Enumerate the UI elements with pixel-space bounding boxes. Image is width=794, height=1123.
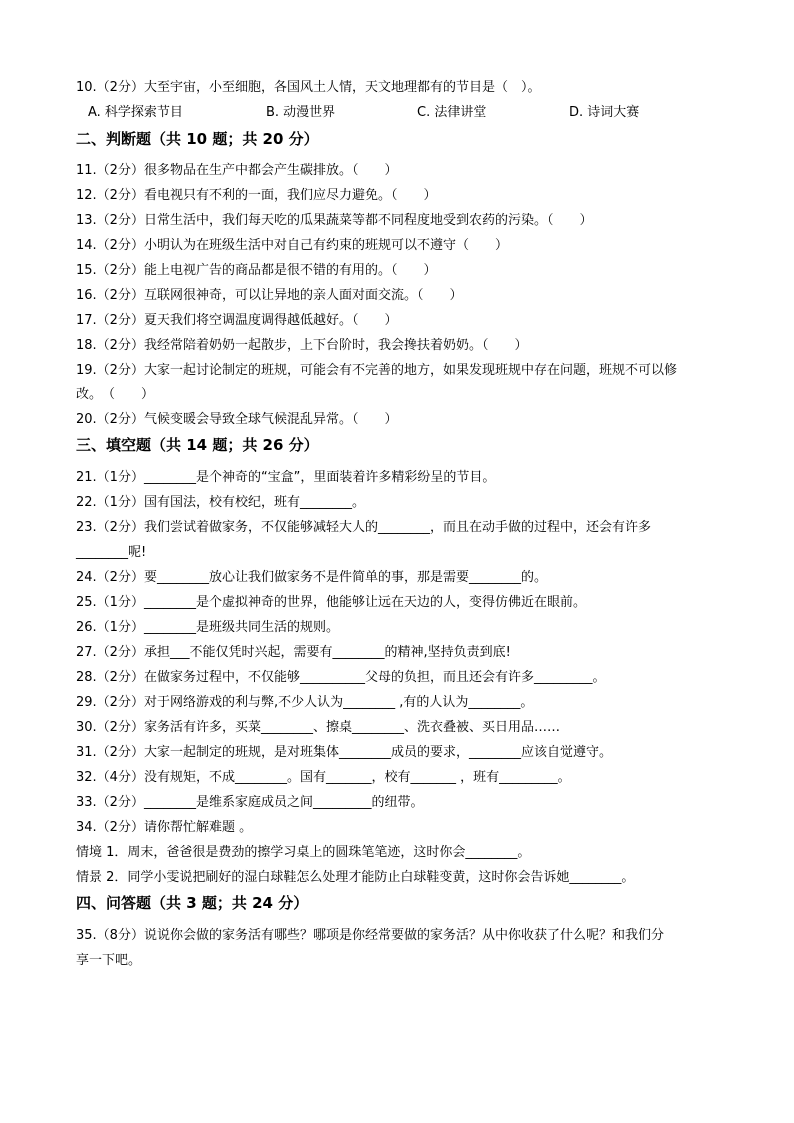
- question-30: 30.（2分）家务活有许多，买菜________、擦桌________、洗衣叠被、买日用品……: [76, 720, 560, 735]
- question-14: 14.（2分）小明认为在班级生活中对自己有约束的班规可以不遵守（ ）: [76, 238, 508, 253]
- question-19-cont: 改。 （ ）: [76, 387, 155, 402]
- question-28: 28.（2分）在做家务过程中，不仅能够__________父母的负担，而且还会有许多_________。: [76, 670, 606, 685]
- question-33: 33.（2分）________是维系家庭成员之间_________的纽带。: [76, 795, 424, 810]
- question-23-cont: ________呢!: [76, 545, 147, 560]
- question-13: 13.（2分）日常生活中，我们每天吃的瓜果蔬菜等都不同程度地受到农药的污染。（ ）: [76, 213, 593, 228]
- q10-option-a: A. 科学探索节目: [88, 105, 183, 120]
- question-34: 34.（2分）请你帮忙解难题 。: [76, 820, 253, 835]
- q10-option-d: D. 诗词大赛: [569, 105, 640, 120]
- question-20: 20.（2分）气候变暖会导致全球气候混乱异常。（ ）: [76, 412, 398, 427]
- question-18: 18.（2分）我经常陪着奶奶一起散步，上下台阶时，我会搀扶着奶奶。（ ）: [76, 338, 528, 353]
- question-26: 26.（1分）________是班级共同生活的规则。: [76, 620, 339, 635]
- section-2-heading: 二、判断题（共 10 题；共 20 分）: [76, 130, 319, 148]
- question-31: 31.（2分）大家一起制定的班规，是对班集体________成员的要求，________应该自觉遵守。: [76, 745, 612, 760]
- question-23: 23.（2分）我们尝试着做家务，不仅能够减轻大人的________，而且在动手做的过程中，还会有许多: [76, 520, 651, 535]
- section-4-heading: 四、问答题（共 3 题；共 24 分）: [76, 894, 309, 912]
- question-29: 29.（2分）对于网络游戏的利与弊,不少人认为________ ,有的人认为________。: [76, 695, 534, 710]
- question-21: 21.（1分）________是个神奇的“宝盒”，里面装着许多精彩纷呈的节目。: [76, 470, 496, 485]
- question-16: 16.（2分）互联网很神奇，可以让异地的亲人面对面交流。（ ）: [76, 288, 463, 303]
- question-10: 10.（2分）大至宇宙，小至细胞，各国风土人情，天文地理都有的节目是（ ）。: [76, 80, 541, 95]
- question-32: 32.（4分）没有规矩，不成________。国有_______，校有_______ ，班有_________。: [76, 770, 571, 785]
- question-25: 25.（1分）________是个虚拟神奇的世界，他能够让远在天边的人，变得仿佛近在眼前。: [76, 595, 586, 610]
- question-15: 15.（2分）能上电视广告的商品都是很不错的有用的。（ ）: [76, 263, 437, 278]
- question-35: 35.（8分）说说你会做的家务活有哪些？哪项是你经常要做的家务活？从中你收获了什么呢？和我们分: [76, 928, 664, 943]
- question-27: 27.（2分）承担___不能仅凭时兴起，需要有________的精神,坚持负责到底!: [76, 645, 511, 660]
- q10-option-b: B. 动漫世界: [266, 105, 336, 120]
- section-3-heading: 三、填空题（共 14 题；共 26 分）: [76, 436, 319, 454]
- question-11: 11.（2分）很多物品在生产中都会产生碳排放。（ ）: [76, 163, 398, 178]
- question-17: 17.（2分）夏天我们将空调温度调得越低越好。（ ）: [76, 313, 398, 328]
- question-34-scenario-2: 情景 2．同学小雯说把刷好的湿白球鞋怎么处理才能防止白球鞋变黄，这时你会告诉她________。: [76, 870, 635, 885]
- question-34-scenario-1: 情境 1．周末，爸爸很是费劲的擦学习桌上的圆珠笔笔迹，这时你会________。: [76, 845, 531, 860]
- question-24: 24.（2分）要________放心让我们做家务不是件简单的事，那是需要________的。: [76, 570, 547, 585]
- question-22: 22.（1分）国有国法，校有校纪，班有________。: [76, 495, 365, 510]
- question-35-cont: 享一下吧。: [76, 953, 142, 968]
- q10-option-c: C. 法律讲堂: [417, 105, 487, 120]
- question-19: 19.（2分）大家一起讨论制定的班规，可能会有不完善的地方，如果发现班规中存在问题，班规不可以修: [76, 363, 677, 378]
- question-12: 12.（2分）看电视只有不利的一面，我们应尽力避免。（ ）: [76, 188, 437, 203]
